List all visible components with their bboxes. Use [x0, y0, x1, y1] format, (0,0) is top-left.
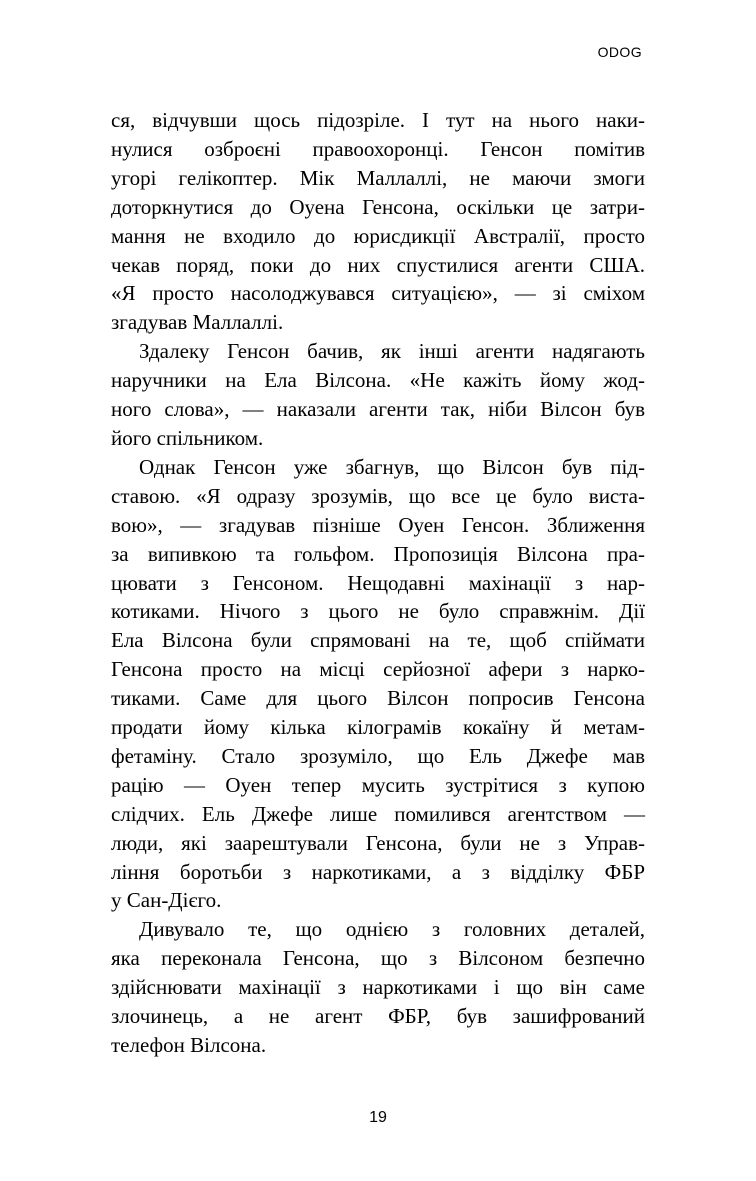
paragraph — [111, 453, 645, 916]
text-line: злочинець, а не агент ФБР, був зашифрований — [111, 1004, 645, 1029]
paragraph — [111, 106, 645, 337]
text-line: «Я просто насолоджувався ситуацією», — зі сміхом — [111, 281, 645, 306]
text-line: мання не входило до юрисдикції Австралії, просто — [111, 223, 645, 248]
text-line: його спільником. — [111, 425, 264, 450]
page-number: 19 — [369, 1109, 387, 1126]
text-line: тиками. Саме для цього Вілсон попросив Генсона — [111, 686, 645, 711]
text-line: Ела Вілсона були спрямовані на те, щоб спіймати — [111, 628, 645, 653]
text-line: ставою. «Я одразу зрозумів, що все це було виста- — [111, 483, 645, 508]
text-line: угорі гелікоптер. Мік Маллаллі, не маючи змоги — [111, 165, 645, 190]
text-line: чекав поряд, поки до них спустилися агенти США. — [111, 252, 645, 277]
paragraph — [111, 915, 645, 1060]
page-body — [111, 106, 645, 1060]
text-line: цювати з Генсоном. Нещодавні махінації з нар- — [111, 570, 645, 595]
paragraph — [111, 337, 645, 453]
text-line: яка переконала Генсона, що з Вілсоном безпечно — [111, 946, 645, 971]
text-line: нулися озброєні правоохоронці. Генсон помітив — [111, 136, 645, 161]
text-line: рацію — Оуен тепер мусить зустрітися з купою — [111, 772, 645, 797]
text-line: вою», — згадував пізніше Оуен Генсон. Зближення — [111, 512, 645, 537]
text-line: котиками. Нічого з цього не було справжнім. Дії — [111, 599, 645, 624]
text-line: Однак Генсон уже збагнув, що Вілсон був під- — [139, 454, 645, 479]
running-header: ODOG — [597, 44, 642, 60]
text-line: наручники на Ела Вілсона. «Не кажіть йому жод- — [111, 368, 645, 393]
text-line: телефон Вілсона. — [111, 1033, 267, 1057]
text-line: Здалеку Генсон бачив, як інші агенти надягають — [139, 339, 645, 364]
text-line: фетаміну. Стало зрозуміло, що Ель Джефе мав — [111, 743, 645, 768]
text-line: доторкнутися до Оуена Генсона, оскільки це затри- — [111, 194, 645, 219]
text-line: Дивувало те, що однією з головних деталей, — [139, 917, 645, 942]
text-line: люди, які заарештували Генсона, були не з Управ- — [111, 830, 645, 855]
text-line: згадував Маллаллі. — [111, 310, 284, 335]
text-line: ного слова», — наказали агенти так, ніби Вілсон був — [111, 397, 645, 422]
text-line: у Сан-Дієго. — [111, 888, 222, 913]
text-line: ся, відчувши щось підозріле. І тут на нього наки- — [111, 108, 645, 132]
text-line: ління боротьби з наркотиками, а з відділку ФБР — [111, 859, 645, 884]
text-line: за випивкою та гольфом. Пропозиція Вілсона пра- — [111, 541, 645, 566]
text-line: здійснювати махінації з наркотиками і що він саме — [111, 975, 645, 1000]
text-line: слідчих. Ель Джефе лише помилився агентством — — [111, 801, 645, 826]
text-line: Генсона просто на місці серйозної афери з нарко- — [111, 657, 645, 682]
text-line: продати йому кілька кілограмів кокаїну й метам- — [111, 715, 645, 740]
